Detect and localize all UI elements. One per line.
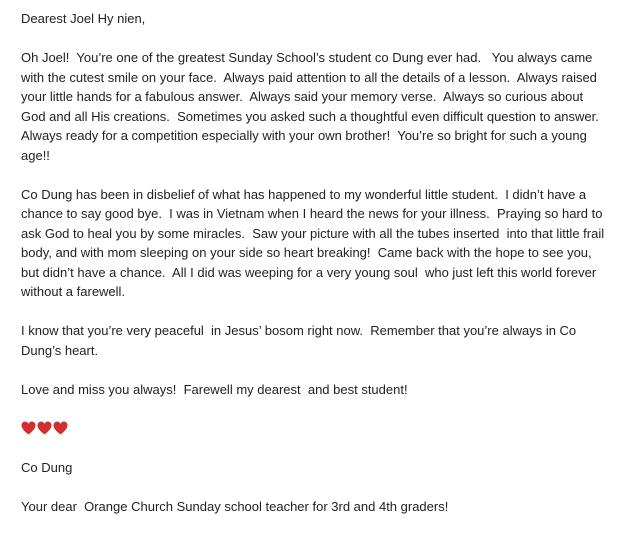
letter [21,9,611,536]
red-heart-icon [21,421,36,435]
salutation: Dearest Joel Hy nien, [21,11,146,26]
paragraph-disbelief: Co Dung has been in disbelief of what has happened to my wonderful little student. I didn’t have a chance to say good bye. I was in Vietnam when I heard the news for your illness. Praying so hard to ask God to heal you by some miracles. Saw your picture with all the tubes inserted into that little frail body, and with mom sleeping on your side so heart breaking! Came back with the hope to see you, but didn’t have a chance. All I did was weeping for a very young soul who just left this world forever without a farewell. [21,186,608,299]
signature: Co Dung [21,459,73,475]
red-heart-icon [37,421,52,435]
paragraph-memories: Oh Joel! You’re one of the greatest Sunday School’s student co Dung ever had. You always came with the cutest smile on your face. Always paid attention to all the details of a lesson. Always raised your little hands for a fabulous answer. Always said your memory verse. Always so curious about God and all His creations. Sometimes you asked such a thoughtful even difficult question to answer. Always ready for a competition especially with your own brother! You’re so bright for such a young age!! [21,50,606,163]
paragraph-peace: I know that you’re very peaceful in Jesus’ bosom right now. Remember that you’re always in Co Dung’s heart. [21,323,580,358]
paragraph-farewell: Love and miss you always! Farewell my dearest and best student! [21,381,408,397]
red-heart-icon [53,421,68,435]
hearts-row [21,419,611,439]
closing-line: Your dear Orange Church Sunday school teacher for 3rd and 4th graders! [21,498,449,514]
